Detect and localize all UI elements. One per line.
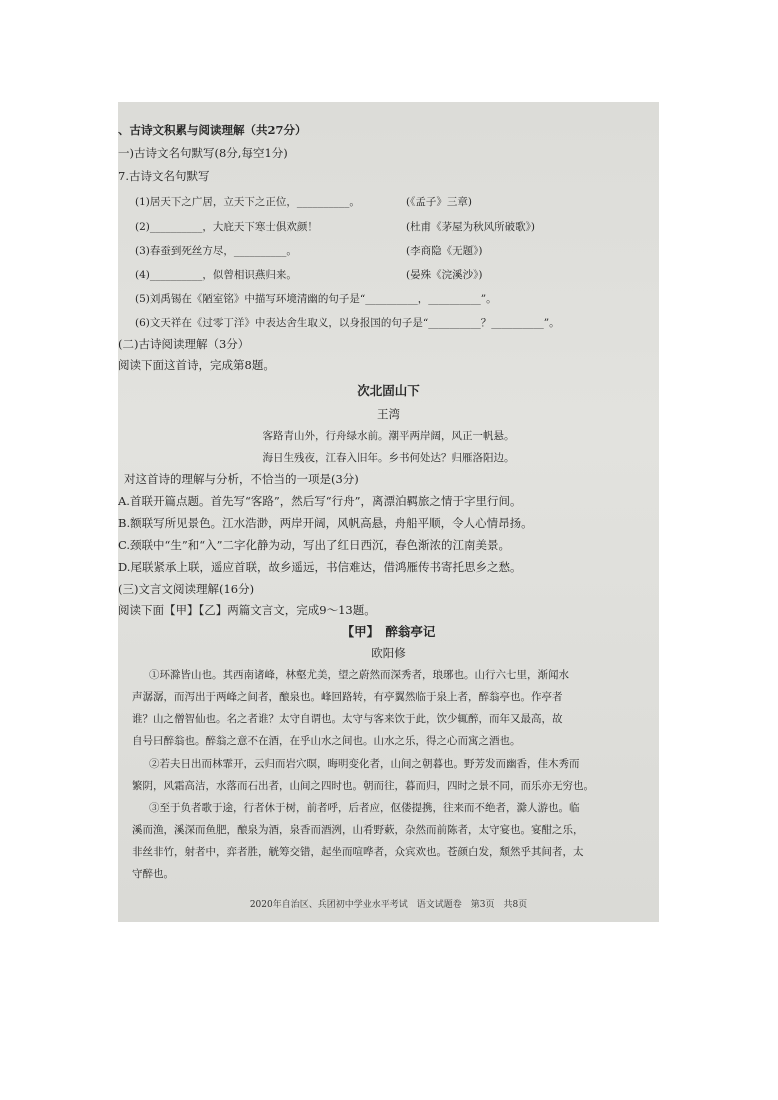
text-a-line-3: 谁？山之僧智仙也。名之者谁？太守自谓也。太守与客来饮于此，饮少辄醉，而年又最高，故 <box>132 713 563 725</box>
q7-item-2-source: (杜甫《茅屋为秋风所破歌》) <box>406 221 535 233</box>
q7-item-1-source: (《孟子》三章) <box>406 196 472 208</box>
part1-title: 一)古诗文名句默写(8分,每空1分) <box>118 146 288 160</box>
q7-item-6: (6)文天祥在《过零丁洋》中表达舍生取义，以身报国的句子是“__________？__________”。 <box>135 317 560 329</box>
q8-option-b: B.额联写所见景色。江水浩渺，两岸开阔，风帆高悬，舟船平顺，令人心情昂扬。 <box>118 516 533 530</box>
text-a-line-6: 繁阴，风霜高洁，水落而石出者，山间之四时也。朝而往，暮而归，四时之景不同，而乐亦无穷也。 <box>132 780 594 792</box>
q8-option-c: C.颈联中“生”和“入”二字化静为动，写出了红日西沉，春色渐浓的江南美景。 <box>118 538 511 552</box>
part3-title: (三)文言文阅读理解(16分) <box>118 582 255 596</box>
q7-item-3: (3)春蚕到死丝方尽，__________。 <box>135 245 297 257</box>
text-a-heading <box>118 624 659 640</box>
poem-title: 次北固山下 <box>357 383 420 398</box>
q7-item-4-source: (晏殊《浣溪沙》) <box>406 269 483 281</box>
q7-item-2: (2)__________，大庇天下寒士俱欢颜！ <box>135 221 318 233</box>
q7-item-1: (1)居天下之广居，立天下之正位，__________。 <box>135 196 360 208</box>
text-a-line-7: ③至于负者歌于途，行者休于树，前者呼，后者应，伛偻提携，往来而不绝者，滁人游也。临 <box>149 802 580 814</box>
q8-option-d: D.尾联紧承上联，遥应首联，故乡遥远，书信难达，借鸿雁传书寄托思乡之愁。 <box>118 560 522 574</box>
text-a-line-5: ②若夫日出而林霏开，云归而岩穴暝，晦明变化者，山间之朝暮也。野芳发而幽香，佳木秀而 <box>149 758 580 770</box>
part2-title: (二)古诗阅读理解（3分） <box>118 337 250 351</box>
text-a-line-10: 守醉也。 <box>132 868 174 880</box>
q8-stem: 对这首诗的理解与分析，不恰当的一项是(3分) <box>124 472 359 486</box>
text-a-line-8: 溪而渔，溪深而鱼肥，酿泉为酒，泉香而酒洌，山肴野蔌，杂然而前陈者，太守宴也。宴酣之乐， <box>132 824 584 836</box>
poem-author: 王湾 <box>377 407 400 421</box>
q7-item-5: (5)刘禹锡在《陋室铭》中描写环境清幽的句子是“__________，__________”。 <box>135 293 497 305</box>
poem-line-1: 客路青山外，行舟绿水前。潮平两岸阔，风正一帆悬。 <box>262 430 515 442</box>
q7-label: 7.古诗文名句默写 <box>118 169 210 183</box>
text-a-line-4: 自号曰醉翁也。醉翁之意不在酒，在乎山水之间也。山水之乐，得之心而寓之酒也。 <box>132 735 521 747</box>
part3-intro: 阅读下面【甲】【乙】两篇文言文，完成9～13题。 <box>118 603 376 617</box>
text-a-line-9: 非丝非竹，射者中，弈者胜，觥筹交错，起坐而喧哗者，众宾欢也。苍颜白发，颓然乎其间者，太 <box>132 846 584 858</box>
section-title: 、古诗文积累与阅读理解（共27分） <box>118 123 307 137</box>
document-photo <box>118 102 659 922</box>
text-a-author: 欧阳修 <box>371 646 406 660</box>
page-footer: 2020年自治区、兵团初中学业水平考试 语文试题卷 第3页 共8页 <box>249 900 528 910</box>
text-a-line-1: ①环滁皆山也。其西南诸峰，林壑尤美，望之蔚然而深秀者，琅琊也。山行六七里，渐闻水 <box>149 669 569 681</box>
text-a-label: 【甲】 <box>341 624 373 639</box>
q7-item-4: (4)__________，似曾相识燕归来。 <box>135 269 297 281</box>
text-a-title: 醉翁亭记 <box>385 624 436 639</box>
part2-intro: 阅读下面这首诗，完成第8题。 <box>118 358 275 372</box>
q8-option-a: A.首联开篇点题。首先写“客路”，然后写“行舟”，离漂泊羁旅之情于字里行间。 <box>118 494 522 508</box>
q7-item-3-source: (李商隐《无题》) <box>406 245 483 257</box>
text-a-line-2: 声潺潺，而泻出于两峰之间者，酿泉也。峰回路转，有亭翼然临于泉上者，醉翁亭也。作亭者 <box>132 691 563 703</box>
poem-line-2: 海日生残夜，江春入旧年。乡书何处达？归雁洛阳边。 <box>262 452 515 464</box>
